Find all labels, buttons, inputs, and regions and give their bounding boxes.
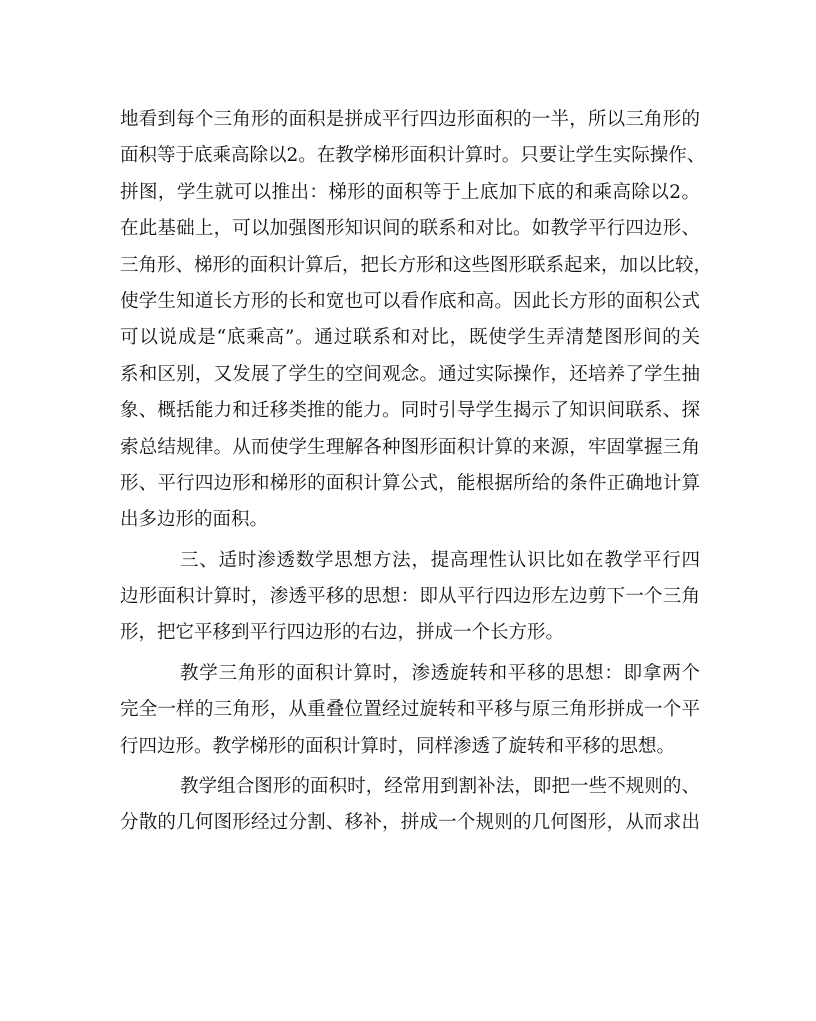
text-line: 出多边形的面积。: [120, 509, 269, 531]
paragraph-3: [120, 656, 700, 765]
paragraph-1: [120, 102, 713, 539]
text-line: 地看到每个三角形的面积是拼成平行四边形面积的一半，所以三角形的: [120, 109, 700, 130]
text-line: 分散的几何图形经过分割、移补，拼成一个规则的几何图形，从而求出: [120, 812, 700, 834]
text-line: 索总结规律。从而使学生理解各种图形面积计算的来源，牢固掌握三角: [120, 436, 700, 458]
text-line: 行四边形。教学梯形的面积计算时，同样渗透了旋转和平移的思想。: [120, 735, 676, 757]
document-body: [120, 102, 713, 842]
text-line: 形、平行四边形和梯形的面积计算公式，能根据所给的条件正确地计算: [120, 472, 700, 494]
text-line: 三角形、梯形的面积计算后，把长方形和这些图形联系起来，加以比较，: [120, 254, 713, 276]
paragraph-2: [120, 543, 700, 652]
text-line: 教学组合图形的面积时，经常用到割补法，即把一些不规则的、: [180, 776, 700, 798]
text-line: 在此基础上，可以加强图形知识间的联系和对比。如教学平行四边形、: [120, 218, 700, 240]
text-line: 边形面积计算时，渗透平移的思想：即从平行四边形左边剪下一个三角: [120, 586, 700, 608]
text-line: 形，把它平移到平行四边形的右边，拼成一个长方形。: [120, 622, 565, 644]
paragraph-4: [120, 769, 700, 842]
text-line: 面积等于底乘高除以2。在教学梯形面积计算时。只要让学生实际操作、: [120, 145, 706, 167]
text-line: 系和区别，又发展了学生的空间观念。通过实际操作，还培养了学生抽: [120, 363, 700, 385]
text-line: 拼图，学生就可以推出：梯形的面积等于上底加下底的和乘高除以2。: [120, 181, 700, 203]
text-line: 教学三角形的面积计算时，渗透旋转和平移的思想：即拿两个: [180, 662, 700, 684]
text-line: 可以说成是“底乘高”。通过联系和对比，既使学生弄清楚图形间的关: [120, 327, 700, 349]
text-line: 完全一样的三角形，从重叠位置经过旋转和平移与原三角形拼成一个平: [120, 699, 700, 721]
text-line: 象、概括能力和迁移类推的能力。同时引导学生揭示了知识间联系、探: [120, 400, 700, 422]
text-line: 使学生知道长方形的长和宽也可以看作底和高。因此长方形的面积公式: [120, 290, 700, 312]
text-line: 三、适时渗透数学思想方法，提高理性认识比如在教学平行四: [180, 549, 700, 571]
